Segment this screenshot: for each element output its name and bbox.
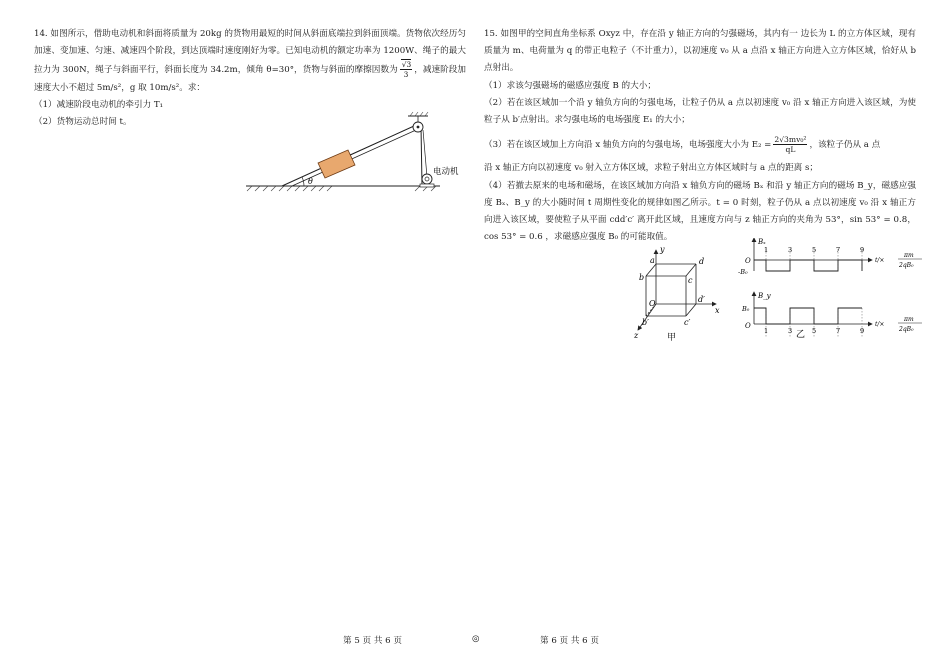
rope-incline bbox=[350, 126, 414, 155]
mu-denominator: 3 bbox=[403, 70, 409, 80]
by-unit-den: 2qB₀ bbox=[899, 326, 914, 333]
bx-tick-label: 9 bbox=[860, 246, 865, 254]
cube-figure bbox=[630, 242, 740, 342]
cube-label-x: x bbox=[715, 306, 720, 315]
bx-unit-num: πm bbox=[904, 252, 914, 259]
by-series bbox=[754, 308, 862, 324]
bt-graphs bbox=[738, 238, 938, 338]
cube-label-z: z bbox=[634, 331, 639, 340]
q14-body: 14. 如图所示，借助电动机和斜面将质量为 20kg 的货物用最短的时间从斜面底端拉到斜面顶端。货物依次经历匀加速、变加速、匀速、减速四个阶段，到达顶端时速度刚好为零。已知电动机的额定功率为 1200W、绳子的最大拉力为 300N，绳子与斜面平行，斜面长度为 34.2m，倾角 θ=30°，货物与斜面的摩擦因数为 bbox=[34, 29, 466, 76]
q15-sub3 bbox=[484, 135, 916, 154]
mu-fraction bbox=[400, 60, 412, 79]
cargo-box bbox=[318, 150, 355, 178]
by-tick-label: 7 bbox=[836, 327, 841, 335]
cube-label-b: b bbox=[639, 273, 645, 282]
theta-label: θ bbox=[308, 177, 313, 186]
graphs-caption: 乙 bbox=[796, 330, 806, 338]
bx-tick-label: 7 bbox=[836, 246, 841, 254]
by-tick-label: 9 bbox=[860, 327, 865, 335]
motor-label: 电动机 bbox=[433, 167, 459, 177]
bx-neg-b0-label: -B₀ bbox=[738, 268, 748, 276]
incline-slope bbox=[282, 126, 422, 186]
by-tick-label: 3 bbox=[788, 327, 793, 335]
cube-label-a: a bbox=[650, 256, 655, 265]
page-number-left: 第 5 页 共 6 页 bbox=[343, 636, 402, 646]
bx-series-line bbox=[754, 260, 862, 271]
cube-label-b-prime: b′ bbox=[642, 318, 649, 327]
cube-label-c: c bbox=[688, 276, 693, 285]
bx-series bbox=[754, 260, 862, 271]
page-number-right: 第 6 页 共 6 页 bbox=[540, 636, 599, 646]
motor-icon bbox=[422, 174, 432, 184]
cube-label-c-prime: c′ bbox=[684, 318, 691, 327]
by-unit-prefix: t/× bbox=[875, 321, 885, 328]
mu-numerator: √ 3 bbox=[401, 59, 411, 69]
bx-tick-label: 3 bbox=[788, 246, 793, 254]
q15-sub4: （4）若撤去原来的电场和磁场，在该区域加方向沿 x 轴负方向的磁场 Bₓ 和沿 y 轴正方向的磁场 B_y，磁感应强度 Bₓ、B_y 的大小随时间 t 周期性变化的规律如图乙所示。t = 0 时刻，粒子仍从 a 点以初速度 v₀ 沿 x 轴正方向进入该区域，要使粒子从平面 cdd′c′ 离开此区域，且速度方向与 z 轴正方向的夹角为 53°，sin 53° = 0.8，cos 53° = 0.6 ，求磁感应强度 B₀ 的可能取值。 bbox=[484, 180, 916, 243]
q14-sub2: （2）货物运动总时间 t。 bbox=[34, 117, 132, 128]
by-unit-num: πm bbox=[904, 316, 914, 323]
bx-unit-den: 2qB₀ bbox=[899, 262, 914, 269]
q14-body-end: ，减速阶段加速度大小不超过 5m/s²，g 取 10m/s²。求： bbox=[34, 65, 466, 93]
by-axis-label: B_y bbox=[758, 292, 771, 300]
q14-sub1: （1）减速阶段电动机的牵引力 T₁ bbox=[34, 99, 164, 110]
by-unit bbox=[875, 316, 922, 333]
rope-vertical bbox=[423, 130, 427, 177]
q15-sub2: （2）若在该区域加一个沿 y 轴负方向的匀强电场，让粒子仍从 a 点以初速度 v₀ 沿 x 轴正方向进入该区域，为使粒子从 b′点射出。求匀强电场的电场强度 E₁ 的大小； bbox=[484, 97, 916, 126]
cube-label-y: y bbox=[660, 245, 665, 254]
by-origin-label: O bbox=[745, 322, 751, 330]
bx-unit bbox=[875, 252, 922, 269]
q15-sub3-end: ，该粒子仍从 a 点 bbox=[809, 140, 881, 151]
e2-denominator: qL bbox=[785, 145, 796, 155]
bx-tick-label: 1 bbox=[764, 246, 769, 254]
q14-text bbox=[34, 26, 466, 97]
cube-label-d-prime: d′ bbox=[698, 295, 705, 304]
q15-part-intro: 15. 如图甲的空间直角坐标系 Oxyz 中，存在沿 y 轴正方向的匀强磁场，其内有一 边长为 L 的立方体区域，现有质量为 m、电荷量为 q 的带正电粒子（不计重力），以初速度 v₀ 从 a 点沿 x 轴正方向进入立方体区域，恰好从 b 点射出。 bbox=[484, 29, 916, 74]
question-14 bbox=[34, 26, 466, 186]
e2-numerator: 2√3mv₀² bbox=[774, 135, 807, 145]
cube-label-O: O bbox=[649, 299, 656, 308]
q15-sub3-text: （3）若在该区域加上方向沿 x 轴负方向的匀强电场，电场强度大小为 E₂ = bbox=[484, 140, 772, 151]
bx-origin-label: O bbox=[745, 257, 751, 265]
bx-unit-prefix: t/× bbox=[875, 257, 885, 264]
by-b0-label: B₀ bbox=[742, 305, 750, 313]
incline-figure bbox=[242, 100, 472, 200]
q15-sub1: （1）求该匀强磁场的磁感应强度 B 的大小； bbox=[484, 80, 656, 91]
bx-tick-label: 5 bbox=[812, 246, 817, 254]
cube-label-d: d bbox=[699, 257, 705, 266]
ground-hatch bbox=[247, 186, 436, 191]
footer-binder-mark: ◎ bbox=[472, 634, 480, 644]
by-tick-label: 5 bbox=[812, 327, 817, 335]
q15-sub3-cont: 沿 x 轴正方向以初速度 v₀ 射入立方体区域，求粒子射出立方体区域时与 a 点的距离 s； bbox=[484, 163, 818, 174]
question-15 bbox=[484, 26, 916, 246]
e2-fraction bbox=[773, 135, 807, 154]
by-series-line bbox=[754, 308, 862, 324]
by-tick-label: 1 bbox=[764, 327, 769, 335]
bx-axis-label: Bₓ bbox=[758, 238, 766, 246]
mount-hatch bbox=[410, 112, 428, 116]
cube-caption: 甲 bbox=[667, 333, 677, 342]
